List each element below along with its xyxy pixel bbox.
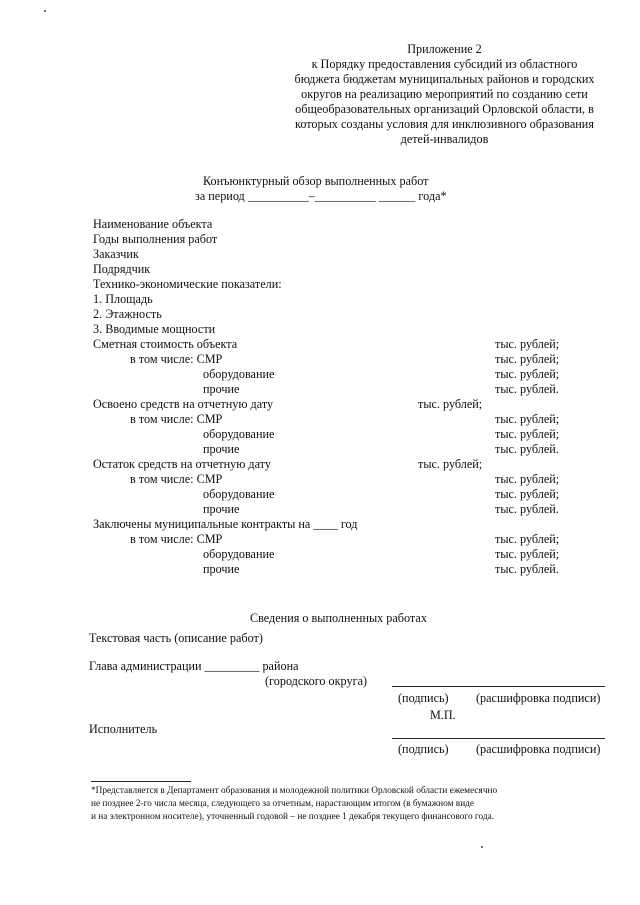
appendix-line: бюджета бюджетам муниципальных районов и городских <box>294 72 595 86</box>
works-title: Сведения о выполненных работах <box>250 611 427 625</box>
field-contractor: Подрядчик <box>93 262 151 276</box>
finance-row-label: прочие <box>203 502 240 516</box>
finance-row-label: Остаток средств на отчетную дату <box>93 457 271 471</box>
finance-row-unit: тыс. рублей; <box>495 337 560 351</box>
appendix-title: Приложение 2 <box>407 42 482 56</box>
field-customer: Заказчик <box>93 247 139 261</box>
report-period: за период __________–__________ ______ года* <box>195 189 447 203</box>
indicator-item: 3. Вводимые мощности <box>93 322 216 336</box>
appendix-line: которых созданы условия для инклюзивного образования <box>295 117 594 131</box>
head-of-administration-label: Глава администрации _________ района <box>89 659 299 673</box>
stamp-place: М.П. <box>430 708 456 722</box>
finance-row-unit: тыс. рублей; <box>495 352 560 366</box>
finance-row-label: Сметная стоимость объекта <box>93 337 238 351</box>
signature-decode-caption: (расшифровка подписи) <box>476 691 601 705</box>
finance-row-unit: тыс. рублей; <box>495 547 560 561</box>
finance-row-unit: тыс. рублей. <box>495 562 559 576</box>
field-indicators: Технико-экономические показатели: <box>93 277 282 291</box>
finance-row-unit: тыс. рублей; <box>495 472 560 486</box>
finance-row-label: прочие <box>203 382 240 396</box>
finance-row-label: Освоено средств на отчетную дату <box>93 397 274 411</box>
finance-row-label: прочие <box>203 562 240 576</box>
footnote-line: не позднее 2-го числа месяца, следующего за отчетным, нарастающим итогом (в бумажном виде <box>91 799 475 809</box>
finance-row-label: оборудование <box>203 367 275 381</box>
works-text-part: Текстовая часть (описание работ) <box>89 631 263 645</box>
finance-row-label: в том числе: СМР <box>130 412 223 426</box>
executor-label: Исполнитель <box>89 722 158 736</box>
field-work-years: Годы выполнения работ <box>93 232 218 246</box>
finance-row-unit: тыс. рублей; <box>495 367 560 381</box>
finance-row-unit: тыс. рублей; <box>418 457 483 471</box>
finance-row-label: в том числе: СМР <box>130 352 223 366</box>
executor-decode-caption: (расшифровка подписи) <box>476 742 601 756</box>
appendix-line: общеобразовательных организаций Орловской области, в <box>295 102 594 116</box>
finance-row-label: оборудование <box>203 547 275 561</box>
indicator-item: 1. Площадь <box>93 292 153 306</box>
finance-row-unit: тыс. рублей; <box>495 427 560 441</box>
scan-speck <box>481 846 483 848</box>
scan-speck <box>44 10 46 12</box>
signature-caption: (подпись) <box>398 691 449 705</box>
appendix-line: к Порядку предоставления субсидий из областного <box>311 57 578 71</box>
footnote-line: и на электронном носителе), уточненный годовой – не позднее 1 декабря текущего финансового года. <box>91 812 495 822</box>
footnote-line: *Представляется в Департамент образования и молодежной политики Орловской области ежемесячно <box>91 786 498 796</box>
executor-signature-line <box>392 738 605 739</box>
footnote-separator <box>91 781 191 782</box>
finance-row-unit: тыс. рублей; <box>495 532 560 546</box>
finance-row-label: прочие <box>203 442 240 456</box>
executor-signature-caption: (подпись) <box>398 742 449 756</box>
finance-row-unit: тыс. рублей; <box>418 397 483 411</box>
finance-row-label: в том числе: СМР <box>130 472 223 486</box>
district-label: (городского округа) <box>265 674 368 688</box>
finance-row-unit: тыс. рублей; <box>495 487 560 501</box>
indicator-item: 2. Этажность <box>93 307 162 321</box>
finance-row-label: оборудование <box>203 487 275 501</box>
finance-row-unit: тыс. рублей; <box>495 412 560 426</box>
finance-row-label: оборудование <box>203 427 275 441</box>
finance-row-unit: тыс. рублей. <box>495 382 559 396</box>
field-object-name: Наименование объекта <box>93 217 213 231</box>
appendix-line: детей-инвалидов <box>400 132 489 146</box>
signature-line <box>392 686 605 687</box>
finance-row-unit: тыс. рублей. <box>495 442 559 456</box>
finance-row-label: в том числе: СМР <box>130 532 223 546</box>
appendix-line: округов на реализацию мероприятий по созданию сети <box>301 87 588 101</box>
finance-row-unit: тыс. рублей. <box>495 502 559 516</box>
finance-row-label: Заключены муниципальные контракты на ____ год <box>93 517 358 531</box>
report-title: Конъюнктурный обзор выполненных работ <box>203 174 429 188</box>
